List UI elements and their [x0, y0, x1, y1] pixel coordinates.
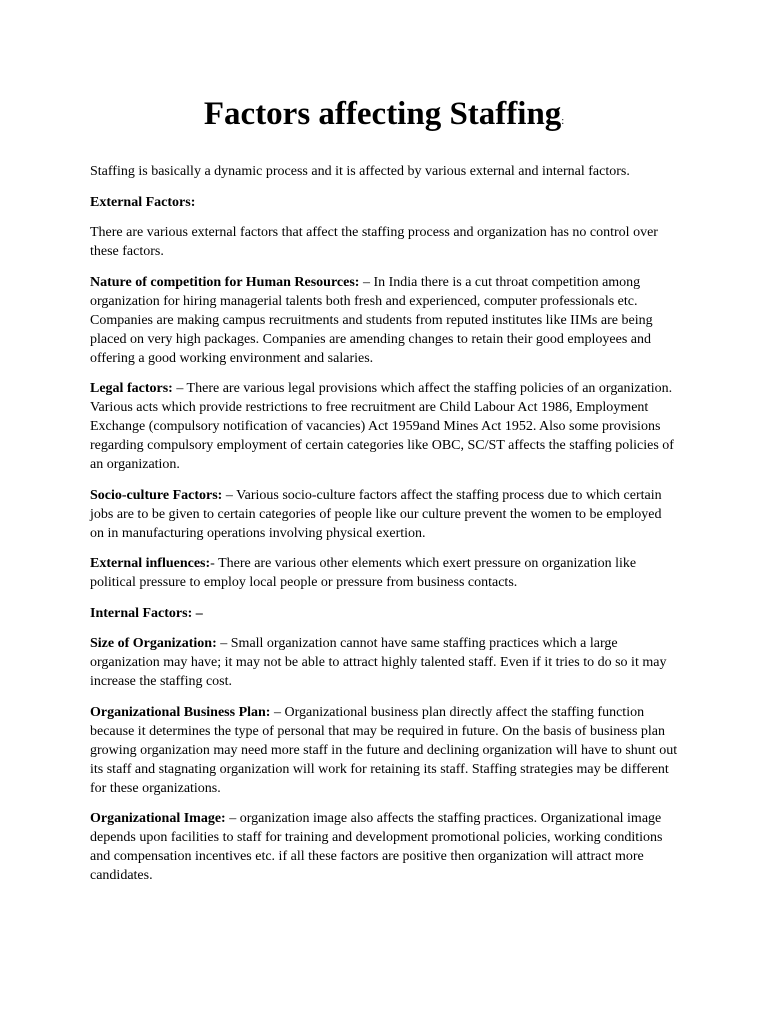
external-factors-heading: External Factors: — [90, 194, 196, 210]
section-heading: Organizational Image: — [90, 811, 226, 826]
section-size — [90, 634, 678, 691]
title-suffix: : — [561, 116, 565, 127]
section-heading: Socio-culture Factors: — [90, 487, 223, 503]
section-socio-culture — [90, 486, 678, 543]
section-text: – organization image also affects the staffing practices. Organizational image depends upon facilities to staff for training and development promotional policies, working conditions and compensation incentives etc. if all these factors are positive then organization will attract more candidates. — [90, 811, 663, 883]
section-heading: External influences: — [90, 556, 211, 571]
section-text: – There are various legal provisions which affect the staffing policies of an organization. Various acts which provide restrictions to free recruitment are Child Labour Act 1986, Employment Exchange (compulsory notification of vacancies) Act 1959and Mines Act 1952. Also some provisions regarding compulsory employment of certain categories like OBC, SC/ST affects the staffing policies of an organization. — [90, 381, 674, 472]
section-heading: Size of Organization: — [90, 636, 217, 651]
section-text: - There are various other elements which exert pressure on organization like political pressure to employ local people or pressure from business contacts. — [90, 556, 637, 590]
section-heading: Organizational Business Plan: — [90, 704, 271, 720]
section-heading: Legal factors: — [90, 381, 173, 396]
section-image — [90, 809, 678, 885]
section-competition — [90, 273, 678, 368]
section-text: – Small organization cannot have same staffing practices which a large organization may have; it may not be able to attract highly talented staff. Even if it tries to do so it may increase the staffing cost. — [90, 636, 667, 689]
section-external-influences — [90, 554, 678, 592]
title-main: Factors affecting Staffing — [203, 96, 562, 132]
section-legal — [90, 379, 678, 474]
section-business-plan — [90, 703, 678, 798]
section-text: – Organizational business plan directly affect the staffing function because it determines the type of personal that may be required in future. On the basis of business plan growing organization may need more staff in the future and declining organization will have to shunt out its staff and stagnating organization will work for retaining its staff. Staffing strategies may be different for these organizations. — [90, 704, 678, 796]
intro-paragraph: Staffing is basically a dynamic process and it is affected by various external and internal factors. — [90, 164, 630, 179]
section-text: – In India there is a cut throat competition among organization for hiring managerial talents both fresh and experienced, computer professionals etc. Companies are making campus recruitments and students from reputed institutes like IIMs are being placed on very high packages. Companies are amending changes to retain their good employees and offering a good working environment and salaries. — [90, 274, 653, 366]
internal-factors-heading: Internal Factors: – — [90, 605, 203, 621]
external-intro-paragraph: There are various external factors that affect the staffing process and organization has no control over these factors. — [90, 225, 658, 259]
section-text: – Various socio-culture factors affect the staffing process due to which certain jobs are to be given to certain categories of people like our culture prevent the women to be employed on in manufacturing operations involving physical exertion. — [90, 487, 662, 541]
section-heading: Nature of competition for Human Resources: — [90, 274, 360, 290]
page-title — [90, 92, 678, 144]
